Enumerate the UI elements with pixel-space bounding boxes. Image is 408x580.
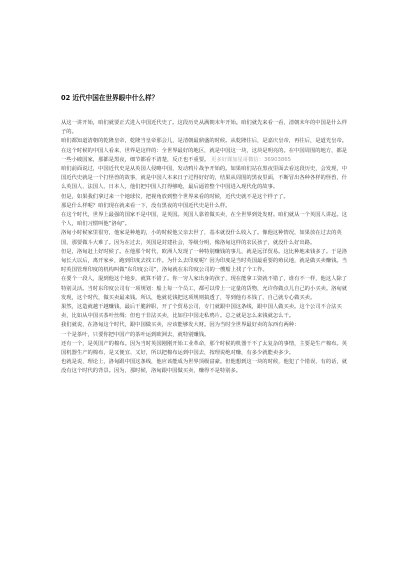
watermark-text: 更多好课加星哥微信：36903865 [211,156,291,163]
paragraph: 还有一个，是英国产的棉布。因为当时英国刚刚开始工业革命，那个时候的机器干不了太复杂的事情，主要是生产棉布。英国机器生产的棉布，是又便宜、又好，所以把棉布运到中国去，按理说绝对赚，有多少就能卖多少。 [61,340,348,357]
paragraph-text: 咱们都知道清朝的乾隆皇帝，乾隆当皇帝那会儿，是清朝最鼎盛的时候。从乾隆往后，是嘉庆皇帝，再往后，是道光皇帝。在这个时候的中国人看来，世界是这样的：全世界最好的地区，就是中国这一块，这块是明亮的。在中国周围的地方，都是一些小破国家，那都是黑夜，细节都看不清楚，反正也不重要。 [61,138,348,163]
paragraph: 果然，这造就越干越赚钱，最后干脆辞职，开了个贸易公司，专门就跟中国这条线，跟中国人做买卖。这个公司不合法买卖，比如从中国买茶叶丝绸；但也干非法买卖，比如往中国走私鸦片。总之就是怎么来钱就怎么干。 [61,304,342,320]
paragraph: 在这个时代，世界上最强的国家不是中国，是英国。英国人靠着做买卖，在全世界到处发财。咱们就从一个英国人讲起。这个人，咱们习惯叫他“洛甸”。 [61,212,348,228]
article-body [61,119,351,377]
paragraph: 一个是茶叶，只要你把中国产的茶叶运到欧洲去，就特别赚钱。 [61,331,210,338]
paragraph [61,137,351,165]
paragraph: 但是，如果我们拿过来一个地球仪，把视角放到整个世界来看的时候，近代史就不是这个样子了。 [61,193,289,200]
paragraph: 但是，洛甸赶上好时候了。在他那个时代，欧洲人发现了一种特别赚钱的事儿，就是远洋贸易。这比种地来钱多了。于是洛甸长大以后，离开家乡，跑到印度去找工作。为什么去印度呢？因为印度是当时英国最重要的殖民地，就是做买卖赚钱。当时英国管理印度的机构叫做“东印度公司”，洛甸就在东印度公司的一艘船上找了个工作。 [61,248,348,274]
paragraph: 从这一讲开始，咱们就要正式进入中国近代史了。这段历史从满朝末年开始。咱们就先来看一看，清朝末年的中国是什么样子的。 [61,120,348,136]
paragraph: 也就是说，理论上，洛甸跟中国这条线，他应该能成为世界顶级富豪。但他想到这一块的时候，他犯了个错误，有的话，就没有这个时代的背景。因为，那时候，洛甸跟中国做买卖，赚得不是特别多。 [61,359,348,375]
paragraph: 在要个一段人，混到他这个地步，就算不错了。你一穷人家出身的孩子，现在能拿工资就不错了，谁有不一样，他这人除了特别灵活。当时东印度公司有一项规划：船上每一个员工，都可以带上一定量的货物，允许你做点儿自己的小买卖。洛甸就发现，这个时代，做买卖最来钱。所以，他就花钱把这项规则搞透了，等到他有本钱了，自己就专心做买卖。 [61,276,348,301]
paragraph: 我们就说，在洛甸这个时代，跟中国做买卖，应该能够发大财。因为当时全世界最好卖的东西有两种： [61,322,300,329]
page-title: 02 近代中国在世界眼中什么样？ [61,94,159,102]
paragraph: 那是什么样呢？咱们现在就来看一下，没有黑夜的中国近代史是什么样。 [61,202,231,209]
paragraph: 咱们前面说过，中国近代史是从英国人侵略中国，发动鸦片战争开始的。如果咱们站在黑夜里面去看这段历史，会发现，中国近代史就是一个打怪兽的故事，就是中国人本来日子过得好好的，结果从周围的黑夜里面，不断冒出各种各样的怪兽，什么英国人、法国人、日本人，他们把中国人打得够呛，最后逼着整个中国进入现代化的故事。 [61,166,348,191]
paragraph: 洛甸小时候家里很穷，他家是种地的，小的时候他父亲去世了，基本就没什么收入了。像他这种情况，如果放在过去的英国，那要做斗大难了。因为在过去，英国是封建社会，等级分明，像洛甸这样的农民孩子，就没什么好出路。 [61,230,342,246]
